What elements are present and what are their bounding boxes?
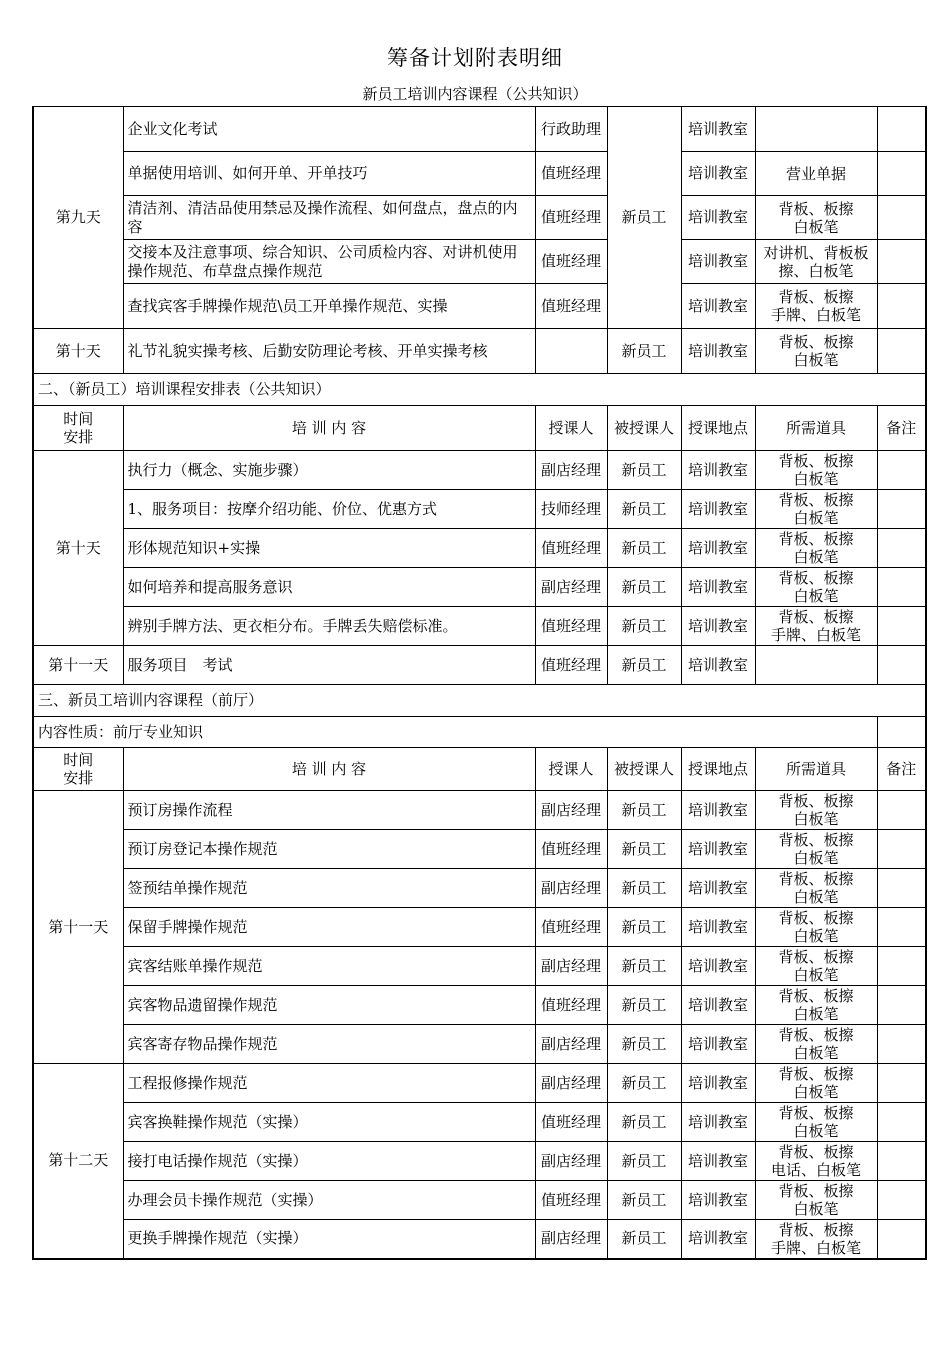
teacher-cell: 行政助理 (535, 107, 607, 152)
teacher-cell: 值班经理 (535, 1103, 607, 1142)
location-cell: 培训教室 (681, 607, 755, 646)
section-heading: 二、（新员工）培训课程安排表（公共知识） (33, 374, 926, 406)
content-cell: 企业文化考试 (123, 107, 535, 152)
day-cell: 第十一天 (33, 791, 123, 1064)
tools-cell (755, 107, 877, 152)
table-row (33, 451, 926, 490)
location-cell: 培训教室 (681, 1142, 755, 1181)
trainee-cell: 新员工 (607, 1025, 681, 1064)
header-content: 培 训 内 容 (123, 406, 535, 451)
tools-cell: 背板、板擦 白板笔 (755, 1064, 877, 1103)
header-time: 时间 安排 (33, 406, 123, 451)
teacher-cell: 副店经理 (535, 947, 607, 986)
content-cell: 办理会员卡操作规范（实操） (123, 1181, 535, 1220)
header-tools: 所需道具 (755, 748, 877, 791)
location-cell: 培训教室 (681, 1181, 755, 1220)
note-cell (877, 490, 926, 529)
header-trainee: 被授课人 (607, 406, 681, 451)
note-cell (877, 568, 926, 607)
header-teacher: 授课人 (535, 748, 607, 791)
teacher-cell: 值班经理 (535, 646, 607, 685)
training-schedule-table (32, 106, 927, 1260)
location-cell: 培训教室 (681, 1220, 755, 1259)
trainee-cell: 新员工 (607, 451, 681, 490)
tools-cell: 背板、板擦 白板笔 (755, 1025, 877, 1064)
content-cell: 单据使用培训、如何开单、开单技巧 (123, 152, 535, 196)
note-cell (877, 284, 926, 329)
table-row (33, 830, 926, 869)
table-row (33, 869, 926, 908)
tools-cell: 背板、板擦 白板笔 (755, 568, 877, 607)
trainee-cell: 新员工 (607, 1220, 681, 1259)
teacher-cell: 副店经理 (535, 451, 607, 490)
location-cell: 培训教室 (681, 869, 755, 908)
tools-cell: 背板、板擦 白板笔 (755, 529, 877, 568)
day-cell: 第十天 (33, 329, 123, 374)
table-row (33, 646, 926, 685)
note-cell (877, 107, 926, 152)
table-row (33, 1220, 926, 1259)
teacher-cell: 技师经理 (535, 490, 607, 529)
teacher-cell: 值班经理 (535, 986, 607, 1025)
note-cell (877, 1142, 926, 1181)
location-cell: 培训教室 (681, 646, 755, 685)
content-cell: 形体规范知识+实操 (123, 529, 535, 568)
tools-cell (755, 646, 877, 685)
note-cell (877, 1181, 926, 1220)
note-cell (877, 947, 926, 986)
page-title: 筹备计划附表明细 (387, 46, 563, 70)
table-row (33, 607, 926, 646)
header-row (33, 748, 926, 791)
tools-cell: 背板、板擦 白板笔 (755, 869, 877, 908)
trainee-cell: 新员工 (607, 1064, 681, 1103)
trainee-cell: 新员工 (607, 791, 681, 830)
note-cell (877, 196, 926, 240)
table-row (33, 529, 926, 568)
header-content: 培 训 内 容 (123, 748, 535, 791)
day-cell: 第十天 (33, 451, 123, 646)
content-cell: 宾客寄存物品操作规范 (123, 1025, 535, 1064)
note-cell (877, 451, 926, 490)
header-location: 授课地点 (681, 406, 755, 451)
trainee-cell: 新员工 (607, 869, 681, 908)
content-cell: 预订房登记本操作规范 (123, 830, 535, 869)
content-cell: 查找宾客手牌操作规范\员工开单操作规范、实操 (123, 284, 535, 329)
note-cell (877, 240, 926, 284)
table-row (33, 240, 926, 284)
table-row (33, 1142, 926, 1181)
location-cell: 培训教室 (681, 986, 755, 1025)
table-row (33, 1025, 926, 1064)
content-cell: 服务项目 考试 (123, 646, 535, 685)
table-row (33, 329, 926, 374)
content-nature: 内容性质：前厅专业知识 (33, 717, 877, 748)
header-row (33, 406, 926, 451)
note-cell (877, 869, 926, 908)
section-heading: 三、新员工培训内容课程（前厅） (33, 685, 926, 717)
location-cell: 培训教室 (681, 1103, 755, 1142)
note-cell (877, 529, 926, 568)
teacher-cell: 副店经理 (535, 1142, 607, 1181)
content-nature-row (33, 717, 926, 748)
tools-cell: 背板、板擦 白板笔 (755, 329, 877, 374)
table-row (33, 986, 926, 1025)
note-cell (877, 1220, 926, 1259)
teacher-cell: 值班经理 (535, 529, 607, 568)
content-cell: 清洁剂、清洁品使用禁忌及操作流程、如何盘点，盘点的内容 (123, 196, 535, 240)
teacher-cell: 副店经理 (535, 1220, 607, 1259)
tools-cell: 背板、板擦 手牌、白板笔 (755, 284, 877, 329)
note-cell (877, 1103, 926, 1142)
table-row (33, 284, 926, 329)
header-time: 时间 安排 (33, 748, 123, 791)
teacher-cell: 值班经理 (535, 1181, 607, 1220)
trainee-cell: 新员工 (607, 908, 681, 947)
content-cell: 接打电话操作规范（实操） (123, 1142, 535, 1181)
section-heading-row (33, 374, 926, 406)
table-row (33, 947, 926, 986)
location-cell: 培训教室 (681, 908, 755, 947)
note-cell (877, 646, 926, 685)
trainee-cell: 新员工 (607, 1103, 681, 1142)
teacher-cell: 值班经理 (535, 830, 607, 869)
tools-cell: 背板、板擦 白板笔 (755, 908, 877, 947)
tools-cell: 背板、板擦 白板笔 (755, 451, 877, 490)
teacher-cell: 副店经理 (535, 568, 607, 607)
content-cell: 保留手牌操作规范 (123, 908, 535, 947)
note-cell (877, 1025, 926, 1064)
content-cell: 1、服务项目：按摩介绍功能、价位、优惠方式 (123, 490, 535, 529)
location-cell: 培训教室 (681, 490, 755, 529)
note-cell (877, 329, 926, 374)
trainee-cell: 新员工 (607, 986, 681, 1025)
tools-cell: 对讲机、背板板擦、白板笔 (755, 240, 877, 284)
tools-cell: 营业单据 (755, 152, 877, 196)
trainee-cell: 新员工 (607, 646, 681, 685)
trainee-cell: 新员工 (607, 568, 681, 607)
content-cell: 宾客换鞋操作规范（实操） (123, 1103, 535, 1142)
table-row (33, 1103, 926, 1142)
teacher-cell: 值班经理 (535, 240, 607, 284)
content-cell: 宾客结账单操作规范 (123, 947, 535, 986)
teacher-cell: 值班经理 (535, 284, 607, 329)
table-row (33, 908, 926, 947)
note-cell (877, 986, 926, 1025)
teacher-cell: 值班经理 (535, 152, 607, 196)
location-cell: 培训教室 (681, 1064, 755, 1103)
location-cell: 培训教室 (681, 107, 755, 152)
content-cell: 交接本及注意事项、综合知识、公司质检内容、对讲机使用操作规范、布草盘点操作规范 (123, 240, 535, 284)
tools-cell: 背板、板擦 白板笔 (755, 791, 877, 830)
trainee-cell: 新员工 (607, 529, 681, 568)
teacher-cell: 值班经理 (535, 196, 607, 240)
teacher-cell: 副店经理 (535, 869, 607, 908)
location-cell: 培训教室 (681, 1025, 755, 1064)
table-row (33, 1064, 926, 1103)
tools-cell: 背板、板擦 手牌、白板笔 (755, 1220, 877, 1259)
location-cell: 培训教室 (681, 152, 755, 196)
location-cell: 培训教室 (681, 830, 755, 869)
table-row (33, 791, 926, 830)
table-row (33, 490, 926, 529)
section-heading-row (33, 685, 926, 717)
teacher-cell (535, 329, 607, 374)
teacher-cell: 值班经理 (535, 908, 607, 947)
teacher-cell: 副店经理 (535, 1025, 607, 1064)
content-cell: 如何培养和提高服务意识 (123, 568, 535, 607)
header-note: 备注 (877, 748, 926, 791)
note-cell (877, 830, 926, 869)
table-row (33, 1181, 926, 1220)
teacher-cell: 副店经理 (535, 1064, 607, 1103)
location-cell: 培训教室 (681, 529, 755, 568)
location-cell: 培训教室 (681, 329, 755, 374)
content-cell: 礼节礼貌实操考核、后勤安防理论考核、开单实操考核 (123, 329, 535, 374)
note-cell (877, 717, 926, 748)
header-teacher: 授课人 (535, 406, 607, 451)
tools-cell: 背板、板擦 白板笔 (755, 1181, 877, 1220)
content-cell: 宾客物品遗留操作规范 (123, 986, 535, 1025)
header-location: 授课地点 (681, 748, 755, 791)
content-cell: 签预结单操作规范 (123, 869, 535, 908)
note-cell (877, 791, 926, 830)
table-row (33, 568, 926, 607)
table-row (33, 152, 926, 196)
note-cell (877, 607, 926, 646)
trainee-cell: 新员工 (607, 329, 681, 374)
content-cell: 辨别手牌方法、更衣柜分布。手牌丢失赔偿标准。 (123, 607, 535, 646)
tools-cell: 背板、板擦 白板笔 (755, 196, 877, 240)
day-cell: 第十二天 (33, 1064, 123, 1259)
location-cell: 培训教室 (681, 568, 755, 607)
tools-cell: 背板、板擦 电话、白板笔 (755, 1142, 877, 1181)
trainee-cell: 新员工 (607, 107, 681, 329)
trainee-cell: 新员工 (607, 607, 681, 646)
day-cell: 第九天 (33, 107, 123, 329)
content-cell: 预订房操作流程 (123, 791, 535, 830)
header-note: 备注 (877, 406, 926, 451)
header-tools: 所需道具 (755, 406, 877, 451)
header-trainee: 被授课人 (607, 748, 681, 791)
page-subtitle: 新员工培训内容课程（公共知识） (362, 85, 588, 103)
table-row (33, 196, 926, 240)
note-cell (877, 1064, 926, 1103)
trainee-cell: 新员工 (607, 830, 681, 869)
tools-cell: 背板、板擦 白板笔 (755, 1103, 877, 1142)
location-cell: 培训教室 (681, 791, 755, 830)
trainee-cell: 新员工 (607, 490, 681, 529)
trainee-cell: 新员工 (607, 1142, 681, 1181)
day-cell: 第十一天 (33, 646, 123, 685)
teacher-cell: 值班经理 (535, 607, 607, 646)
tools-cell: 背板、板擦 白板笔 (755, 490, 877, 529)
location-cell: 培训教室 (681, 196, 755, 240)
content-cell: 工程报修操作规范 (123, 1064, 535, 1103)
table-row (33, 107, 926, 152)
location-cell: 培训教室 (681, 240, 755, 284)
trainee-cell: 新员工 (607, 1181, 681, 1220)
location-cell: 培训教室 (681, 947, 755, 986)
tools-cell: 背板、板擦 白板笔 (755, 830, 877, 869)
note-cell (877, 908, 926, 947)
teacher-cell: 副店经理 (535, 791, 607, 830)
tools-cell: 背板、板擦 白板笔 (755, 947, 877, 986)
note-cell (877, 152, 926, 196)
content-cell: 执行力（概念、实施步骤） (123, 451, 535, 490)
content-cell: 更换手牌操作规范（实操） (123, 1220, 535, 1259)
tools-cell: 背板、板擦 白板笔 (755, 986, 877, 1025)
trainee-cell: 新员工 (607, 947, 681, 986)
location-cell: 培训教室 (681, 451, 755, 490)
tools-cell: 背板、板擦 手牌、白板笔 (755, 607, 877, 646)
location-cell: 培训教室 (681, 284, 755, 329)
